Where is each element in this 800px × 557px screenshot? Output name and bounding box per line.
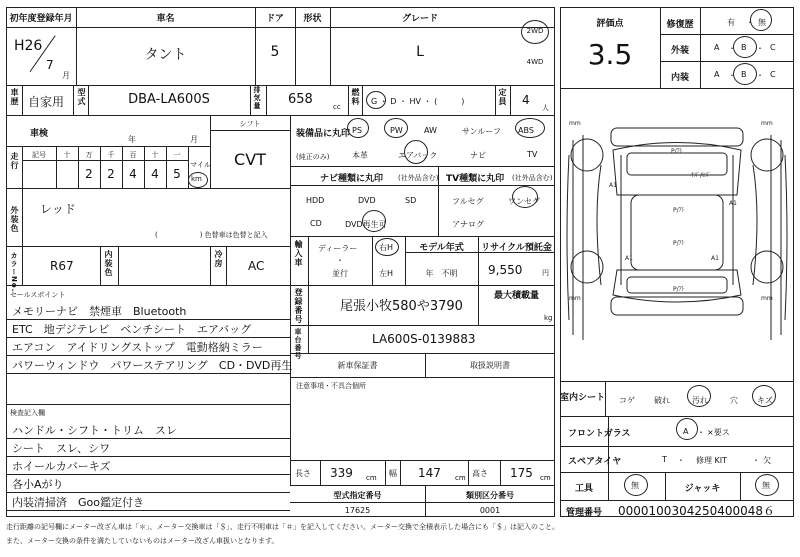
glass-option: A: [683, 427, 689, 436]
interior-grade-label: 内装: [670, 73, 689, 83]
tools-value: 無: [631, 481, 639, 490]
mileage-digit: 2: [85, 167, 93, 181]
category-label: 類別区分番号: [466, 491, 514, 500]
drive-4wd: 4WD: [526, 58, 544, 66]
seat-option: 破れ: [654, 396, 670, 405]
tv-option: アナログ: [452, 220, 484, 229]
shaken-year-unit: 年: [128, 135, 136, 144]
first-reg-era: H26: [14, 38, 43, 54]
sales-points-label: セールスポイント: [10, 291, 66, 299]
equipment-circle: [404, 140, 428, 164]
jack-value: 無: [762, 481, 770, 490]
fuel-options: G ・ D ・ HV ・ ( ): [371, 97, 465, 106]
ac: AC: [248, 259, 265, 273]
registration-number: 尾張小牧580や3790: [340, 299, 463, 314]
front-bumper: [611, 128, 743, 146]
grade-option: ・: [756, 44, 764, 53]
digit-header: 百: [129, 151, 137, 159]
grade-option: ・: [728, 71, 736, 80]
inspector-label: 検査記入欄: [10, 409, 45, 417]
right-doors: [733, 155, 757, 285]
capacity-label: 定員: [498, 88, 507, 106]
management-label: 管理番号: [565, 508, 602, 518]
digit-divider: [144, 146, 145, 188]
mileage-digit: 4: [129, 167, 137, 181]
score-label: 評価点: [596, 19, 624, 29]
color-no: R67: [50, 259, 74, 273]
mm-br: mm: [761, 295, 773, 302]
model-year: 年 不明: [425, 269, 458, 278]
sales-point-rule: [6, 355, 290, 356]
recycle: 9,550: [488, 263, 523, 277]
spare-option: 欠: [763, 456, 771, 465]
model: DBA-LA600S: [128, 92, 210, 107]
tv-circle: [512, 186, 538, 208]
repair-label: 修復歴: [666, 20, 694, 30]
navi-option: CD: [310, 219, 322, 228]
mm-tl: mm: [569, 120, 581, 127]
sales-point-line: パワーウィンドウ パワーステアリング CD・DVD再生: [12, 359, 293, 372]
chassis: LA600S-0139883: [372, 332, 476, 346]
digit-divider: [122, 146, 123, 188]
glass-label: フロントガラス: [568, 429, 631, 439]
equipment-item: エアバック: [398, 151, 438, 160]
equipment-circle: [347, 118, 369, 138]
shaken-label: 車検: [30, 129, 49, 139]
grade-option: C: [770, 70, 776, 79]
mark-right-a1: A1: [729, 200, 737, 207]
length: 339: [330, 466, 353, 480]
repair-option: 有: [727, 18, 735, 27]
tv-option: フルセグ: [452, 197, 484, 206]
usage: 自家用: [28, 95, 65, 109]
shift-label: シフト: [239, 120, 261, 128]
seat-circle: [687, 385, 711, 407]
mileage-digit: 4: [151, 167, 159, 181]
rear-bumper: [611, 297, 743, 315]
digit-header: 一: [173, 151, 181, 159]
grade-option: ・: [728, 44, 736, 53]
grade-option: B: [741, 70, 747, 79]
navi-option: HDD: [306, 196, 325, 205]
grade-option: B: [741, 43, 747, 52]
spare-option: ・: [677, 456, 685, 465]
tv-sub: (社外品含む): [512, 174, 553, 182]
sales-point-line: ETC 地デジテレビ ベンチシート エアバッグ: [12, 323, 252, 336]
exterior-color-label: 外装色: [10, 206, 19, 233]
shape-label: 形状: [303, 14, 322, 24]
seat-option: コゲ: [619, 396, 635, 405]
digit-header: 千: [107, 151, 115, 159]
mark-hood: ｷｽﾞ/ﾋｽﾞ: [691, 172, 712, 179]
repair-option: ・: [746, 18, 754, 27]
mm-tr: mm: [761, 120, 773, 127]
digit-divider: [78, 146, 79, 188]
recycle-unit: 円: [542, 269, 549, 277]
mark-roof-p: P/ｱﾄ: [673, 207, 685, 214]
digit-header: 十: [151, 151, 159, 159]
fuel-circle: [366, 91, 386, 109]
shaken-month-unit: 月: [190, 135, 198, 144]
mm-bl: mm: [569, 295, 581, 302]
inspector-line: 各小Aがり: [12, 478, 64, 491]
mileage-digit: 5: [173, 167, 181, 181]
designation: 17625: [344, 506, 371, 515]
capacity-unit: 人: [542, 104, 549, 112]
equipment-item: AW: [424, 126, 437, 135]
mileage-label: 走行: [10, 152, 19, 170]
grade: L: [416, 44, 424, 60]
digit-header: 万: [85, 151, 93, 159]
inspector-rule: [6, 510, 290, 511]
ac-label: 冷房: [214, 250, 223, 268]
navi-option: DVD再生可: [345, 220, 387, 229]
tools-label: 工具: [574, 484, 593, 494]
navi-sub: (社外品含む): [398, 174, 439, 182]
navi-option: DVD: [358, 196, 376, 205]
tv-option: ワンセグ: [508, 197, 540, 206]
length-label: 長さ: [295, 469, 311, 478]
footer-line2: また、メーター交換の条件を満たしていないものはメーター改ざん車扱いとなります。: [6, 537, 279, 545]
sales-point-line: メモリーナビ 禁煙車 Bluetooth: [12, 305, 187, 318]
height-label: 高さ: [472, 469, 488, 478]
doors: 5: [270, 44, 280, 60]
sales-point-rule: [6, 337, 290, 338]
model-label: 型式: [77, 88, 86, 106]
equipment-item: 本革: [352, 151, 368, 160]
digit-divider: [100, 146, 101, 188]
front-left-wheel: [571, 139, 603, 171]
grade-option: ・: [756, 71, 764, 80]
equipment-circle: [515, 118, 545, 138]
car-name-label: 車名: [156, 14, 175, 24]
width: 147: [418, 466, 441, 480]
equipment-item: TV: [527, 150, 538, 159]
mark-roof-p2: P/ｱﾄ: [673, 240, 685, 247]
grade-circle: [733, 36, 757, 58]
glass-option: ・: [697, 428, 705, 437]
first-reg-label: 初年度登録年月: [9, 14, 73, 24]
category: 0001: [479, 506, 501, 515]
new-car-warranty: 新車保証書: [337, 361, 378, 370]
height-unit: cm: [540, 474, 551, 482]
color-note: ( ) 色替車は色替と記入: [155, 231, 268, 239]
footer-line1: 走行距離の記号欄にメーター改ざん車は「＊」、メーター交換車は「＄」、走行不明車は「＃」を記入してください。メーター交換で全積表示した場合にも「＄」は記入のこと。: [6, 523, 559, 531]
import-parallel: 並行: [332, 269, 348, 278]
left-doors: [597, 155, 621, 285]
import-dealer: ディーラー: [318, 244, 358, 253]
mark-right-a1b: A1: [711, 255, 719, 262]
interior-color-label: 内装色: [104, 250, 113, 277]
mark-left-a1: A1: [609, 182, 617, 189]
equipment-item: PW: [390, 126, 403, 135]
mileage-sub: 記号: [32, 151, 46, 159]
navi-option: SD: [405, 196, 417, 205]
displacement-label: 排気量: [253, 86, 261, 110]
front-right-wheel: [751, 139, 783, 171]
car-diagram: [561, 95, 793, 380]
interior-seat-label: 室内シート: [560, 393, 606, 403]
digit-divider: [166, 146, 167, 188]
model-year-label: モデル年式: [419, 243, 464, 253]
equipment-item: サンルーフ: [462, 127, 501, 136]
car-name: タント: [144, 47, 187, 63]
exterior-color: レッド: [40, 202, 76, 216]
chassis-label: 車台番号: [294, 328, 302, 360]
inspector-rule: [6, 438, 290, 439]
seat-option: キズ: [757, 396, 773, 405]
repair-option: 無: [758, 18, 766, 27]
grade-option: C: [770, 43, 776, 52]
repair-circle: [750, 9, 772, 31]
usage-label: 車歴: [10, 88, 19, 106]
equipment-item: ABS: [518, 126, 534, 135]
displacement: 658: [288, 92, 313, 107]
spare-label: スペアタイヤ: [568, 457, 622, 467]
navi-circle: [362, 210, 386, 232]
import-label: 輸入車: [294, 240, 303, 267]
displacement-unit: cc: [333, 103, 341, 111]
front-glass: [627, 153, 727, 175]
inspector-line: シート スレ、シワ: [12, 442, 111, 455]
import-right-h: 右H: [379, 243, 394, 252]
spare-option: T: [662, 455, 667, 464]
equipment-item: PS: [352, 126, 362, 135]
drive-2wd: 2WD: [526, 27, 544, 35]
shift: CVT: [234, 150, 266, 169]
capacity: 4: [522, 93, 530, 107]
inspector-line: ハンドル・シフト・トリム スレ: [12, 424, 177, 437]
sales-point-rule: [6, 373, 290, 374]
mileage-unit: km: [191, 175, 202, 183]
tv-label: TV種類に丸印: [446, 174, 505, 184]
spare-option: ・: [752, 456, 760, 465]
seat-option: 汚れ: [692, 396, 708, 405]
width-label: 幅: [389, 469, 397, 478]
inspector-rule: [6, 456, 290, 457]
recycle-label: リサイクル預託金: [481, 243, 552, 253]
grade-option: A: [714, 70, 720, 79]
sales-point-rule: [6, 319, 290, 320]
designation-label: 型式指定番号: [333, 491, 382, 500]
inspector-line: ホイールカバーキズ: [12, 460, 111, 473]
sales-point-line: エアコン アイドリングストップ 電動格納ミラー: [12, 341, 263, 354]
spare-option: 修理 KIT: [696, 456, 728, 465]
exterior-grade-label: 外装: [670, 46, 689, 56]
grade-option: A: [714, 43, 720, 52]
first-reg-month: 7: [46, 58, 54, 72]
navi-label: ナビ種類に丸印: [320, 174, 384, 184]
management-number: 0000100304250400048６: [618, 504, 776, 518]
registration-label: 登録番号: [294, 288, 303, 324]
jack-label: ジャッキ: [684, 484, 721, 494]
mark-front-p: P/ｱﾄ: [671, 148, 683, 155]
equipment-sub: (純正のみ): [296, 153, 330, 161]
grade-circle: [733, 63, 757, 85]
color-no-label: カラーNo.: [10, 252, 18, 293]
width-unit: cm: [455, 474, 466, 482]
glass-circle: [676, 418, 698, 440]
month-unit: 月: [62, 71, 70, 80]
mileage-digit: 2: [107, 167, 115, 181]
mark-left-a1b: A1: [625, 255, 633, 262]
grade-label: グレード: [401, 14, 438, 24]
door-label: ドア: [266, 14, 284, 24]
inspector-rule: [6, 474, 290, 475]
digit-header: 十: [63, 151, 71, 159]
score: 3.5: [587, 38, 633, 71]
notes-label: 注意事項・不具合個所: [296, 382, 366, 390]
fuel-label: 燃料: [351, 88, 360, 106]
import-left-h: 左H: [379, 269, 394, 278]
height: 175: [510, 466, 533, 480]
glass-option: ×要ス: [707, 428, 730, 437]
mileage-unit-label: マイル: [190, 161, 211, 169]
max-load-label: 最大積載量: [493, 291, 539, 301]
import-dot: ・: [336, 256, 344, 265]
seat-option: 穴: [730, 396, 738, 405]
max-load-unit: kg: [544, 314, 553, 322]
equipment-circle: [384, 118, 408, 138]
mark-rear-p: P/ｱﾄ: [673, 286, 685, 293]
seat-circle: [752, 385, 776, 407]
equipment-label: 装備品に丸印: [296, 129, 351, 139]
manual: 取扱説明書: [470, 361, 510, 370]
equipment-item: ナビ: [470, 151, 486, 160]
inspector-rule: [6, 492, 290, 493]
inspector-line: 内装清掃済 Goo鑑定付き: [12, 496, 144, 509]
length-unit: cm: [366, 474, 377, 482]
